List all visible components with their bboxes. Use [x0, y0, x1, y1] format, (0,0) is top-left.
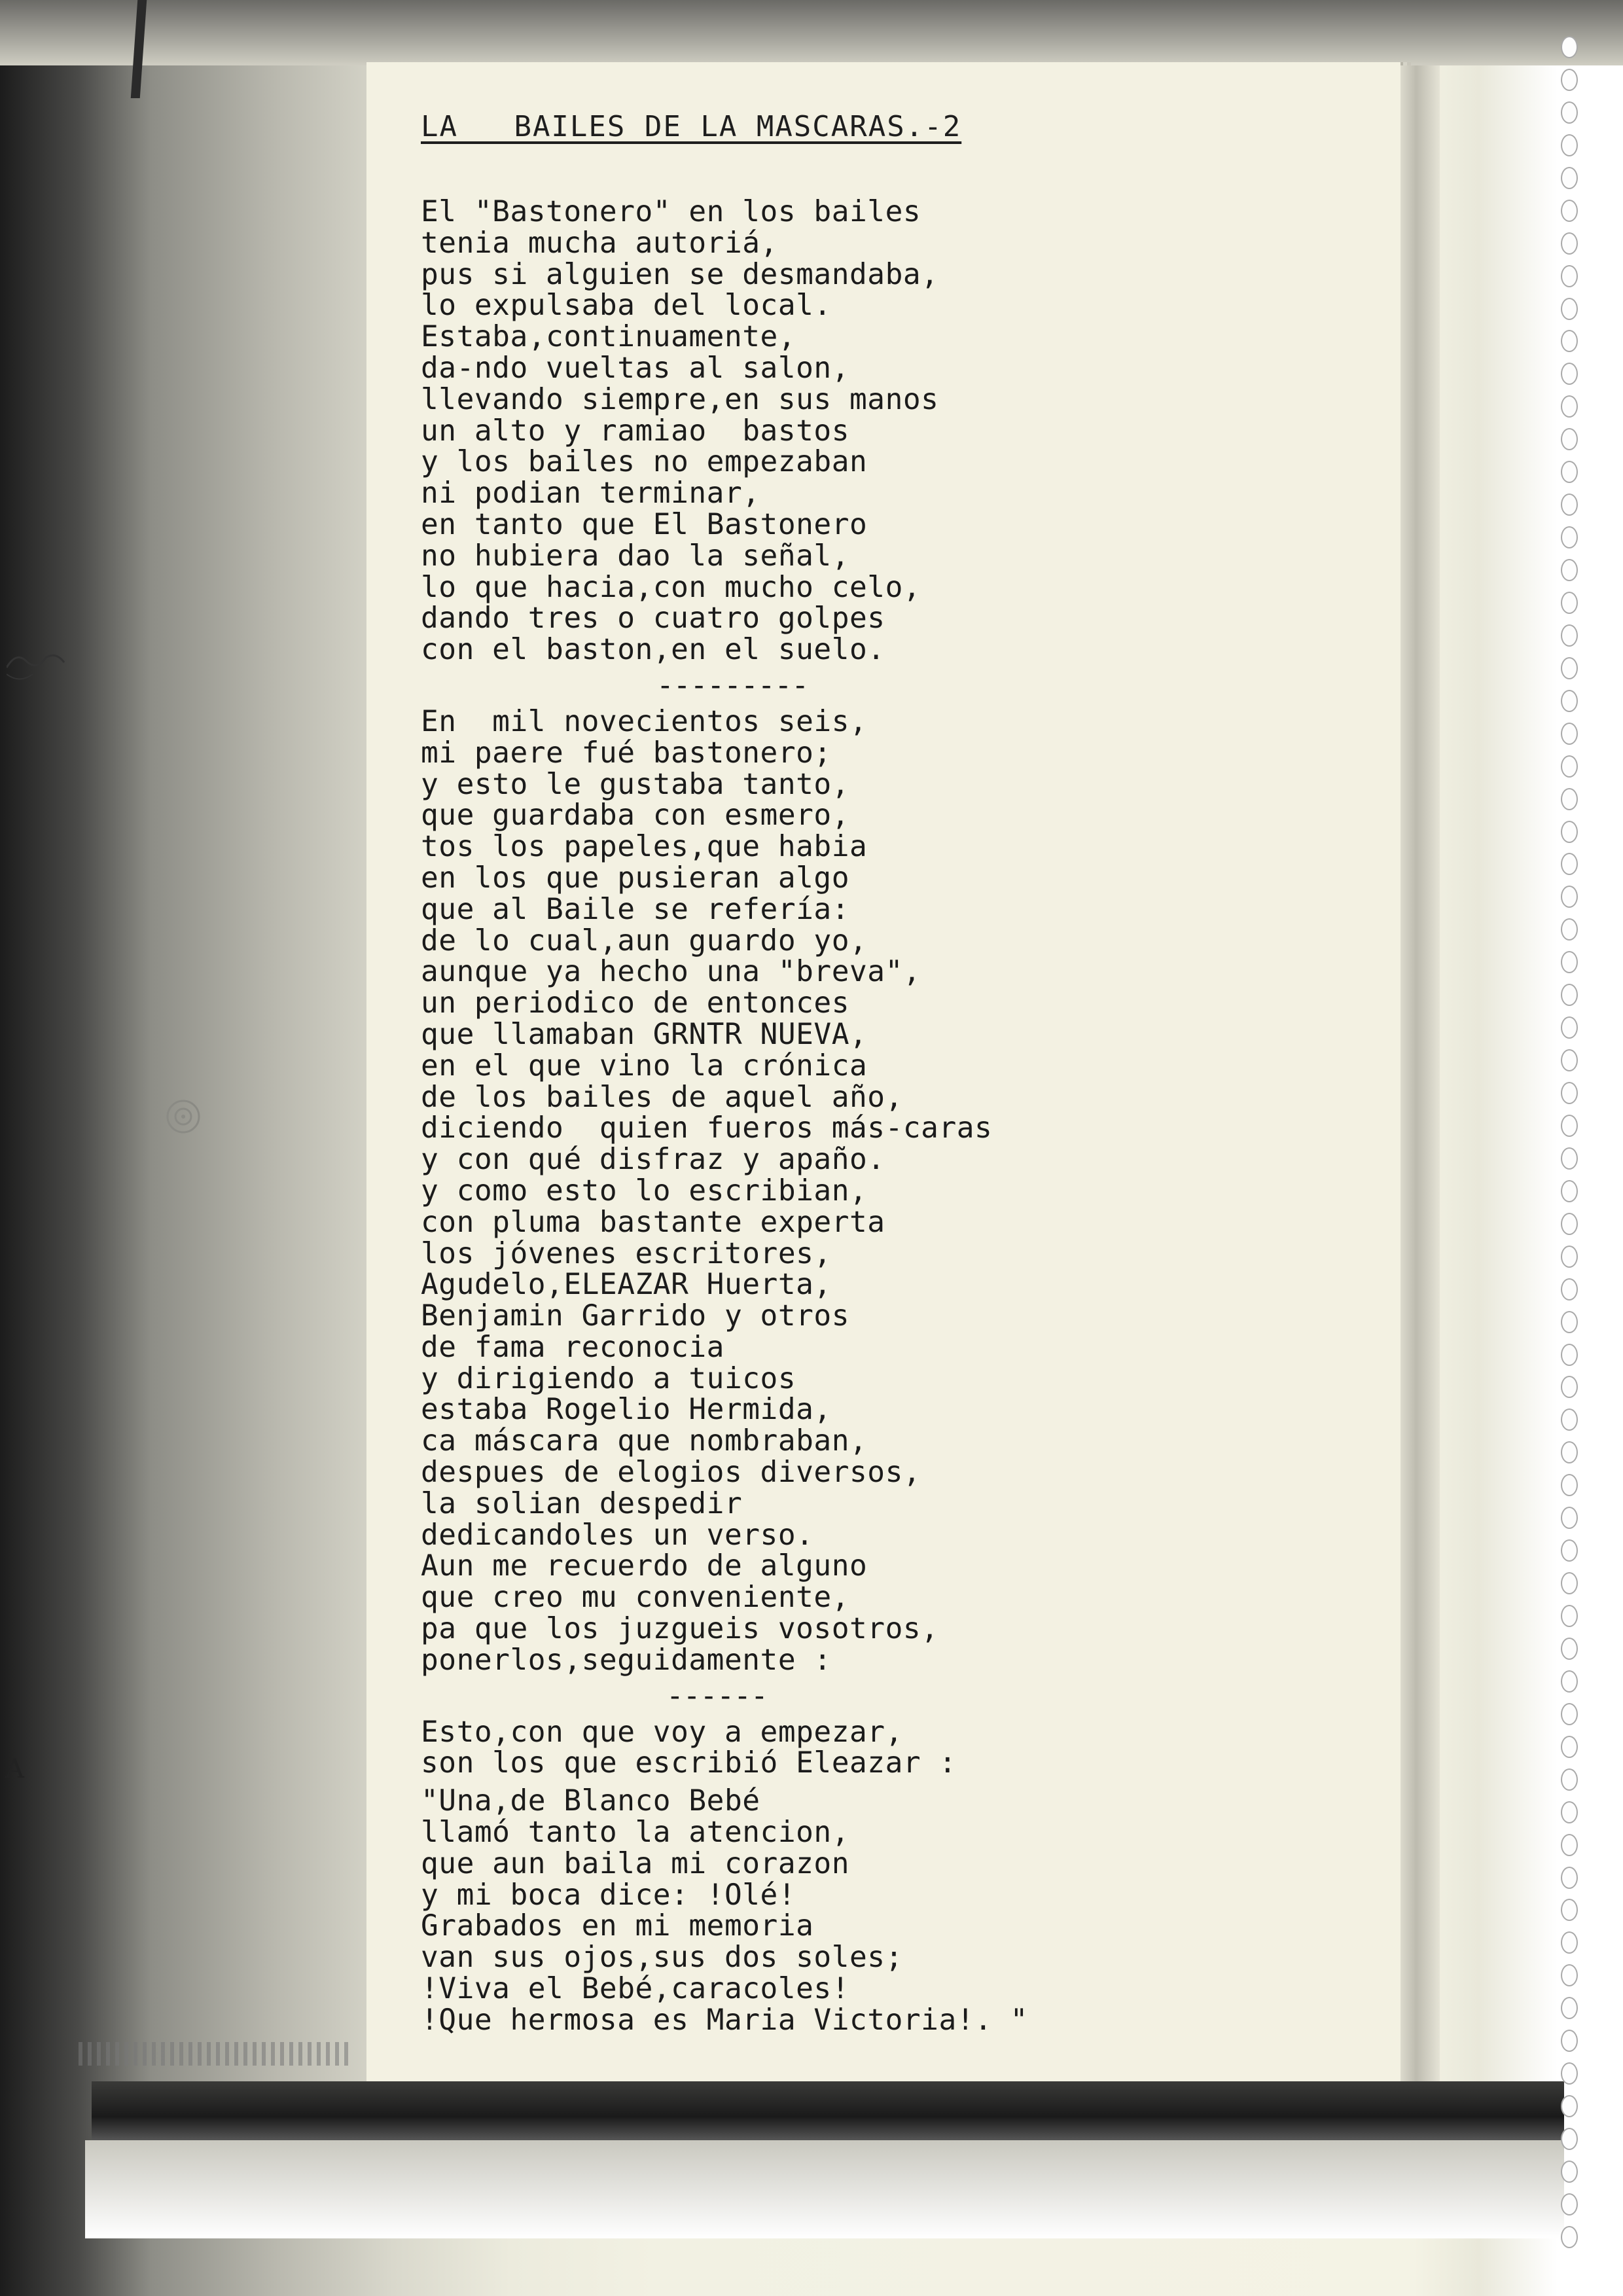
punch-hole [1561, 1605, 1578, 1627]
poem-line: un alto y ramiao bastos [421, 414, 849, 448]
punch-hole [1561, 2128, 1578, 2150]
punch-hole [1561, 298, 1578, 320]
punch-hole [1561, 951, 1578, 973]
punch-hole [1561, 493, 1578, 516]
punch-hole [1561, 1670, 1578, 1693]
punch-hole [1561, 984, 1578, 1006]
poem-line: tos los papeles,que habia [421, 830, 868, 864]
poem-line: lo que hacia,con mucho celo, [421, 570, 921, 604]
stanza [421, 196, 1402, 666]
punch-hole [1561, 134, 1578, 156]
punch-hole [1561, 1507, 1578, 1529]
punch-hole [1561, 788, 1578, 810]
punch-hole [1561, 1278, 1578, 1300]
poem-line: un periodico de entonces [421, 986, 849, 1020]
stanza [421, 706, 1402, 1676]
poem-line: diciendo quien fueros más-caras [421, 1111, 993, 1145]
punch-hole [1561, 101, 1578, 124]
poem-line: estaba Rogelio Hermida, [421, 1393, 832, 1427]
punch-hole [1561, 723, 1578, 745]
target-circle-icon [165, 1098, 202, 1135]
punch-hole [1561, 167, 1578, 189]
top-shadow-band [0, 0, 1623, 65]
poem-line: no hubiera dao la señal, [421, 539, 849, 573]
punch-holes [1556, 36, 1582, 2248]
punch-hole [1561, 363, 1578, 385]
punch-hole [1561, 1408, 1578, 1431]
poem-line: pus si alguien se desmandaba, [421, 257, 939, 291]
punch-hole [1561, 395, 1578, 418]
punch-hole [1561, 559, 1578, 581]
poem-line: y dirigiendo a tuicos [421, 1361, 796, 1395]
punch-hole [1561, 330, 1578, 352]
poem-line: la solian despedir [421, 1486, 743, 1520]
poem-line: despues de elogios diversos, [421, 1456, 921, 1490]
punch-hole [1561, 1703, 1578, 1725]
poem-line: tenia mucha autoriá, [421, 226, 778, 260]
punch-hole [1561, 624, 1578, 647]
punch-hole [1561, 1311, 1578, 1333]
poem-line: "Una,de Blanco Bebé [421, 1784, 760, 1818]
punch-hole [1561, 821, 1578, 843]
poem-line: Benjamin Garrido y otros [421, 1299, 849, 1333]
punch-hole [1561, 2226, 1578, 2248]
poem-line: son los que escribió Eleazar : [421, 1746, 957, 1780]
poem-line: que llamaban GRNTR NUEVA, [421, 1017, 868, 1051]
poem-line: En mil novecientos seis, [421, 704, 868, 738]
poem-line: van sus ojos,sus dos soles; [421, 1941, 903, 1975]
poem-line: da-ndo vueltas al salon, [421, 351, 849, 385]
poem-line: en tanto que El Bastonero [421, 507, 868, 541]
poem-body [421, 196, 1402, 2036]
punch-hole [1561, 2062, 1578, 2085]
punch-hole [1561, 1049, 1578, 1071]
punch-hole [1561, 1376, 1578, 1398]
punch-hole [1561, 592, 1578, 614]
poem-line: los jóvenes escritores, [421, 1236, 832, 1270]
punch-hole [1561, 1441, 1578, 1463]
punch-hole [1561, 461, 1578, 483]
stanza [421, 1785, 1402, 2036]
poem-line: que creo mu conveniente, [421, 1581, 849, 1615]
poem-line: con pluma bastante experta [421, 1205, 885, 1239]
punch-hole [1561, 232, 1578, 255]
poem-line: que guardaba con esmero, [421, 798, 849, 833]
bottom-fade [85, 2140, 1564, 2238]
punch-hole [1561, 1539, 1578, 1562]
poem-line: pa que los juzgueis vosotros, [421, 1612, 939, 1646]
punch-hole [1561, 1997, 1578, 2019]
punch-hole [1561, 1016, 1578, 1039]
poem-line: y con qué disfraz y apaño. [421, 1143, 885, 1177]
punch-hole [1561, 853, 1578, 875]
poem-line: de fama reconocia [421, 1330, 724, 1364]
poem-line: aunque ya hecho una "breva", [421, 955, 921, 989]
stanza [421, 1717, 1402, 1780]
poem-line: de lo cual,aun guardo yo, [421, 924, 868, 958]
punch-hole [1561, 918, 1578, 941]
poem-line: dedicandoles un verso. [421, 1518, 814, 1552]
punch-hole [1561, 690, 1578, 712]
poem-line: Esto,con que voy a empezar, [421, 1715, 903, 1749]
poem-line: El "Bastonero" en los bailes [421, 195, 921, 228]
punch-hole [1561, 69, 1578, 91]
bottom-left-smudge [79, 2042, 353, 2066]
poem-line: lo expulsaba del local. [421, 289, 832, 323]
punch-hole [1561, 1736, 1578, 1758]
punch-hole [1561, 1213, 1578, 1235]
punch-hole [1561, 1867, 1578, 1889]
punch-hole [1561, 1899, 1578, 1921]
punch-hole [1561, 1474, 1578, 1496]
poem-line: de los bailes de aquel año, [421, 1080, 903, 1114]
punch-hole [1561, 886, 1578, 908]
punch-hole [1561, 1964, 1578, 1986]
punch-hole [1561, 2030, 1578, 2052]
poem-line: ponerlos,seguidamente : [421, 1643, 832, 1677]
punch-hole [1561, 1572, 1578, 1594]
poem-line: Estaba,continuamente, [421, 320, 796, 354]
punch-hole [1561, 2193, 1578, 2215]
poem-line: y mi boca dice: !Olé! [421, 1878, 796, 1912]
poem-line: que aun baila mi corazon [421, 1846, 849, 1880]
punch-hole [1561, 755, 1578, 778]
punch-hole [1561, 2095, 1578, 2117]
punch-hole [1561, 1768, 1578, 1791]
punch-hole [1561, 1082, 1578, 1104]
punch-hole [1561, 428, 1578, 450]
punch-hole [1561, 1180, 1578, 1202]
poem-line: Grabados en mi memoria [421, 1909, 814, 1943]
poem-line: !Viva el Bebé,caracoles! [421, 1972, 849, 2006]
poem-line: y como esto lo escribian, [421, 1174, 868, 1208]
poem-line: ni podian terminar, [421, 476, 760, 511]
punch-hole [1561, 265, 1578, 287]
punch-hole [1561, 1246, 1578, 1268]
poem-line: llamó tanto la atencion, [421, 1816, 849, 1850]
stanza-separator: ------ [666, 1679, 768, 1713]
page-stack-edge [1400, 65, 1440, 2088]
poem-line: en el que vino la crónica [421, 1049, 868, 1083]
punch-hole [1561, 1834, 1578, 1856]
margin-letter: A [5, 1754, 24, 1784]
poem-line: ca máscara que nombraban, [421, 1424, 868, 1458]
bottom-shadow-band [92, 2081, 1564, 2140]
punch-hole [1561, 36, 1578, 58]
punch-hole [1561, 1344, 1578, 1366]
punch-hole [1561, 1115, 1578, 1137]
poem-line: dando tres o cuatro golpes [421, 601, 885, 636]
poem-line: Agudelo,ELEAZAR Huerta, [421, 1268, 832, 1302]
punch-hole [1561, 1801, 1578, 1823]
punch-hole [1561, 1638, 1578, 1660]
poem-line: y esto le gustaba tanto, [421, 767, 849, 801]
punch-hole [1561, 200, 1578, 222]
poem-line: y los bailes no empezaban [421, 445, 868, 479]
page-title: LA BAILES DE LA MASCARAS.-2 [421, 110, 962, 143]
punch-hole [1561, 657, 1578, 679]
map-fragment-icon [7, 648, 65, 687]
poem-line: que al Baile se refería: [421, 892, 849, 926]
poem-line: Aun me recuerdo de alguno [421, 1549, 868, 1583]
poem-line: mi paere fué bastonero; [421, 736, 832, 770]
poem-line: en los que pusieran algo [421, 861, 849, 895]
poem-line: con el baston,en el suelo. [421, 633, 885, 667]
poem-line: !Que hermosa es Maria Victoria!. " [421, 2003, 1028, 2037]
punch-hole [1561, 1147, 1578, 1170]
stanza-separator: --------- [656, 668, 809, 702]
punch-hole [1561, 526, 1578, 548]
punch-hole [1561, 1931, 1578, 1954]
punch-hole [1561, 2161, 1578, 2183]
poem-line: llevando siempre,en sus manos [421, 382, 939, 416]
